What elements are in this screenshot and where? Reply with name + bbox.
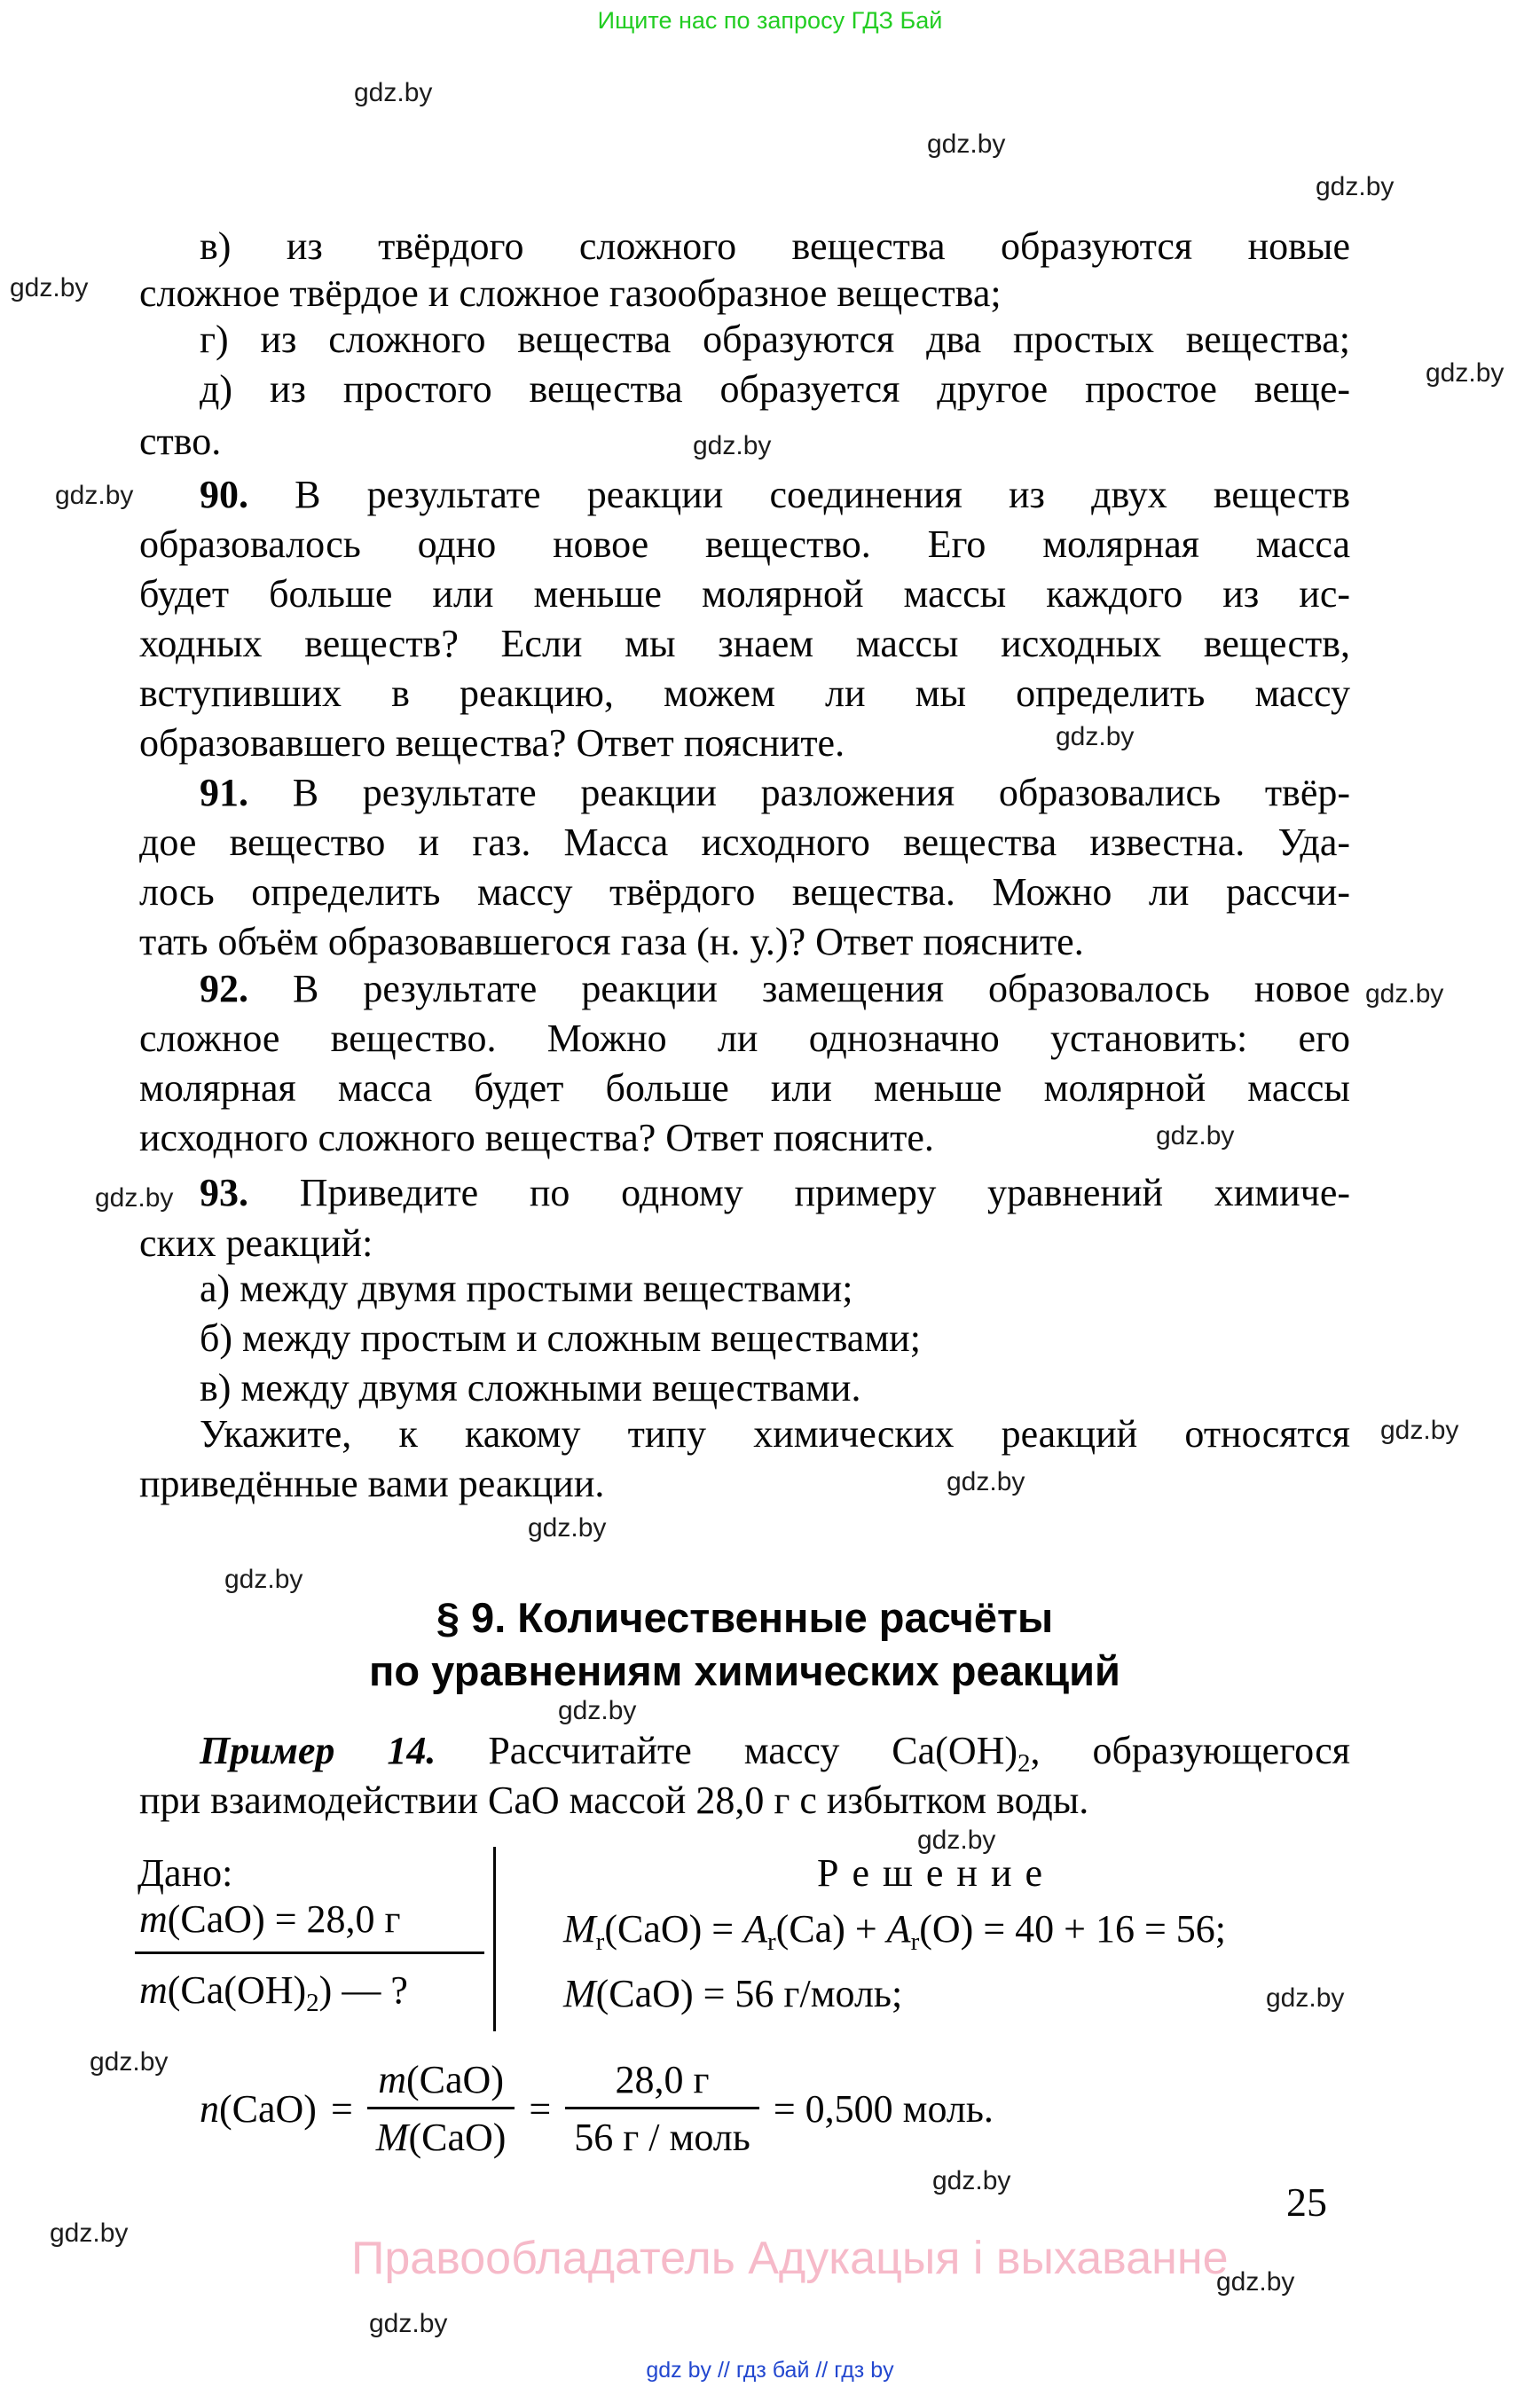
gdz-watermark: gdz.by <box>369 2309 448 2338</box>
problem-92-text1: В результате реакции замещения образовалось новое <box>248 967 1350 1010</box>
mole-result: = 0,500 моль. <box>773 2086 994 2131</box>
example-14-label: Пример 14. <box>200 1729 436 1772</box>
gdz-watermark: gdz.by <box>10 273 89 302</box>
find-mass-formula <box>139 1967 408 2017</box>
example-14-text-b: , образующегося <box>1030 1729 1350 1772</box>
gdz-watermark: gdz.by <box>1056 722 1135 751</box>
var-M: M <box>563 1907 596 1951</box>
gdz-watermark: gdz.by <box>932 2166 1011 2195</box>
top-banner: Ищите нас по запросу ГДЗ Бай <box>597 7 943 34</box>
problem-93-item-a: а) между двумя простыми веществами; <box>200 1267 853 1310</box>
gdz-watermark: gdz.by <box>95 1183 174 1213</box>
given-mass-formula <box>139 1896 401 1943</box>
list-item-v-line2: сложное твёрдое и сложное газообразное вещества; <box>139 271 1002 315</box>
formula-subscript: 2 <box>1018 1749 1031 1778</box>
gdz-watermark: gdz.by <box>90 2047 169 2077</box>
solution-f2-a: (CaO) = 56 г/моль; <box>595 1972 903 2015</box>
list-item-v-line1: в) из твёрдого сложного вещества образуются новые <box>200 224 1350 268</box>
var-m: m <box>139 1968 168 2012</box>
var-M: M <box>563 1972 596 2015</box>
mole-equation <box>200 2042 994 2175</box>
gdz-watermark: gdz.by <box>528 1513 607 1543</box>
solution-formula-molar <box>563 1971 902 2017</box>
section-title-line1: § 9. Количественные расчёты <box>436 1594 1054 1641</box>
problem-93-note-line1: Укажите, к какому типу химических реакций относятся <box>200 1412 1350 1456</box>
gdz-watermark: gdz.by <box>1426 358 1505 388</box>
gdz-watermark: gdz.by <box>1266 1983 1345 2013</box>
problem-91-line2: дое вещество и газ. Масса исходного вещества известна. Уда- <box>139 821 1350 864</box>
given-divider-line <box>135 1951 484 1954</box>
solution-formula-mr <box>563 1906 1226 1956</box>
fraction-symbolic <box>367 2059 515 2159</box>
section-title-line2: по уравнениям химических реакций <box>369 1647 1120 1694</box>
problem-92-line1 <box>200 966 1350 1012</box>
example-14-line1 <box>200 1728 1350 1778</box>
problem-92-number: 92. <box>200 967 248 1010</box>
problem-90-line2: образовалось одно новое вещество. Его молярная масса <box>139 522 1350 566</box>
problem-90-line3: будет больше или меньше молярной массы каждого из ис- <box>139 572 1350 616</box>
gdz-watermark: gdz.by <box>558 1696 637 1725</box>
mole-equation-lhs <box>200 2086 317 2132</box>
solution-f1-a: (CaO) = <box>604 1907 744 1951</box>
solution-heading: Р е ш е н и е <box>817 1851 1045 1895</box>
list-item-d-line2: ство. <box>139 420 222 463</box>
problem-93-number: 93. <box>200 1171 248 1214</box>
var-n: n <box>200 2086 219 2131</box>
problem-93-line1 <box>200 1170 1350 1216</box>
gdz-watermark: gdz.by <box>1365 979 1444 1009</box>
gdz-watermark: gdz.by <box>927 130 1006 159</box>
problem-91-text1: В результате реакции разложения образовались твёр- <box>248 771 1350 814</box>
gdz-watermark: gdz.by <box>693 431 772 460</box>
gdz-watermark: gdz.by <box>1156 1121 1235 1150</box>
fraction-denominator: 56 г / моль <box>565 2107 759 2159</box>
fraction-numerator <box>369 2059 513 2107</box>
problem-91-number: 91. <box>200 771 248 814</box>
formula-subscript: r <box>595 1928 605 1956</box>
list-item-g: г) из сложного вещества образуются два простых вещества; <box>200 318 1350 361</box>
problem-92-line2: сложное вещество. Можно ли однозначно установить: его <box>139 1017 1350 1060</box>
problem-93-item-b: б) между простым и сложным веществами; <box>200 1316 921 1360</box>
problem-90-line4: ходных веществ? Если мы знаем массы исходных веществ, <box>139 622 1350 665</box>
problem-90-number: 90. <box>200 473 248 516</box>
solution-f1-b: (Ca) + <box>775 1907 887 1951</box>
mole-lhs-rest: (CaO) <box>219 2086 317 2131</box>
example-14-line2: при взаимодействии CaO массой 28,0 г с избытком воды. <box>139 1779 1089 1822</box>
problem-91-line3: лось определить массу твёрдого вещества. Можно ли рассчи- <box>139 870 1350 914</box>
var-A: A <box>743 1907 767 1951</box>
problem-91-line4: тать объём образовавшегося газа (н. у.)? Ответ поясните. <box>139 920 1084 963</box>
gdz-watermark: gdz.by <box>1380 1416 1459 1445</box>
gdz-watermark: gdz.by <box>224 1565 303 1594</box>
problem-90-line5: вступивших в реакцию, можем ли мы определить массу <box>139 671 1350 715</box>
problem-90-text1: В результате реакции соединения из двух веществ <box>248 473 1350 516</box>
gdz-watermark: gdz.by <box>1216 2267 1295 2297</box>
gdz-watermark: gdz.by <box>50 2218 129 2248</box>
page-number: 25 <box>1286 2179 1327 2225</box>
find-formula-a: (Ca(OH) <box>167 1968 307 2012</box>
var-m: m <box>378 2057 407 2101</box>
problem-92-line3: молярная масса будет больше или меньше молярной массы <box>139 1066 1350 1110</box>
equals-sign: = <box>529 2086 552 2131</box>
problem-93-line2: ских реакций: <box>139 1221 373 1265</box>
var-m: m <box>139 1897 168 1941</box>
problem-91-line1 <box>200 770 1350 816</box>
find-formula-b: ) — ? <box>318 1968 408 2012</box>
gdz-watermark: gdz.by <box>1316 172 1395 201</box>
problem-93-text1: Приведите по одному примеру уравнений химиче- <box>248 1171 1350 1214</box>
list-item-d-line1: д) из простого вещества образуется другое простое веще- <box>200 367 1350 411</box>
fraction-numeric <box>565 2059 759 2159</box>
gdz-watermark: gdz.by <box>947 1467 1025 1496</box>
var-A: A <box>886 1907 911 1951</box>
given-heading: Дано: <box>138 1851 233 1895</box>
equals-sign: = <box>330 2086 353 2131</box>
formula-subscript: r <box>767 1928 776 1956</box>
fraction-numerator: 28,0 г <box>615 2057 710 2101</box>
fraction-denominator <box>367 2107 515 2159</box>
solution-f1-c: (O) = 40 + 16 = 56; <box>919 1907 1226 1951</box>
fraction-den-rest: (CaO) <box>408 2115 507 2159</box>
gdz-watermark: gdz.by <box>917 1826 996 1855</box>
problem-90-line1 <box>200 472 1350 518</box>
problem-90-line6: образовавшего вещества? Ответ поясните. <box>139 721 845 765</box>
formula-subscript: 2 <box>306 1989 319 2017</box>
dano-vertical-divider <box>493 1847 496 2031</box>
given-mass-value: (CaO) = 28,0 г <box>167 1897 401 1941</box>
formula-subscript: r <box>910 1928 920 1956</box>
example-14-text-a: Рассчитайте массу Ca(OH) <box>436 1729 1018 1772</box>
footer-links[interactable]: gdz by // гдз бай // гдз by <box>646 2358 894 2383</box>
fraction-num-rest: (CaO) <box>406 2057 504 2101</box>
var-M: M <box>375 2115 409 2159</box>
problem-93-item-v: в) между двумя сложными веществами. <box>200 1366 861 1410</box>
copyright-watermark: Правообладатель Адукацыя і выхаванне <box>351 2233 1229 2284</box>
gdz-watermark: gdz.by <box>354 78 433 107</box>
gdz-watermark: gdz.by <box>55 481 134 510</box>
problem-92-line4: исходного сложного вещества? Ответ поясните. <box>139 1116 934 1159</box>
problem-93-note-line2: приведённые вами реакции. <box>139 1462 605 1505</box>
